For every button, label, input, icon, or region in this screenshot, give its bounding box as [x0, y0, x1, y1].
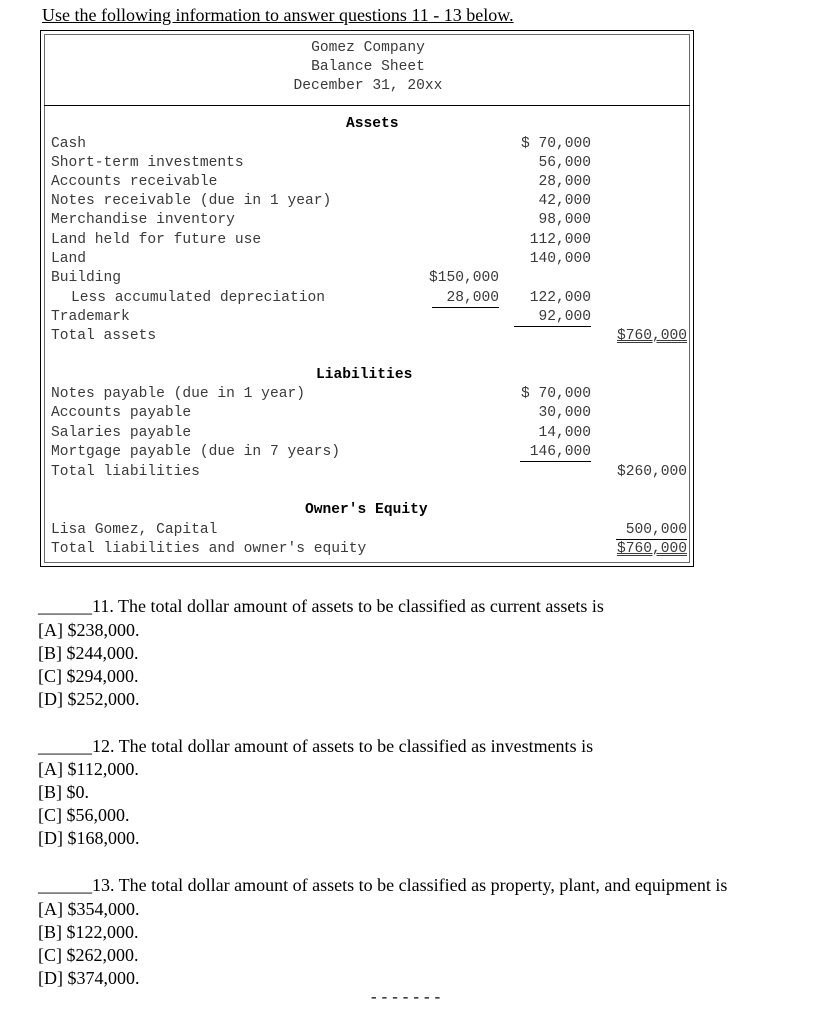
question-11-option-c: [C] $294,000. — [38, 666, 139, 686]
total-liabilities-label: Total liabilities — [51, 464, 200, 480]
total-assets-label: Total assets — [51, 328, 157, 344]
total-le-label: Total liabilities and owner's equity — [51, 541, 367, 557]
question-13-option-c: [C] $262,000. — [38, 945, 139, 965]
question-13: ______13. The total dollar amount of assets to be classified as property, plant, and equipment is — [38, 875, 728, 895]
question-11: ______11. The total dollar amount of assets to be classified as current assets is — [38, 596, 604, 616]
statement-date: December 31, 20xx — [293, 78, 443, 94]
liability-amount: 30,000 — [538, 405, 591, 421]
asset-amount: 98,000 — [538, 212, 591, 228]
question-12-option-d: [D] $168,000. — [38, 828, 140, 848]
asset-amount: 140,000 — [529, 251, 591, 267]
asset-amount: 42,000 — [538, 193, 591, 209]
company-name: Gomez Company — [311, 40, 425, 56]
asset-amount: 112,000 — [529, 232, 591, 248]
question-12-option-c: [C] $56,000. — [38, 805, 130, 825]
footer-separator: ------- — [369, 989, 444, 1007]
trademark-label: Trademark — [51, 309, 130, 325]
question-12-option-a: [A] $112,000. — [38, 759, 139, 779]
capital-label: Lisa Gomez, Capital — [51, 522, 218, 538]
asset-label: Land — [51, 251, 87, 267]
building-label: Building — [51, 270, 122, 286]
balance-sheet — [40, 30, 694, 567]
asset-amount: 56,000 — [538, 155, 591, 171]
liability-label: Notes payable (due in 1 year) — [51, 386, 305, 402]
asset-label: Cash — [51, 136, 87, 152]
liability-amount: $ 70,000 — [520, 386, 591, 402]
asset-amount: 28,000 — [538, 174, 591, 190]
header-divider — [44, 105, 690, 106]
question-11-option-b: [B] $244,000. — [38, 643, 139, 663]
asset-amount: $ 70,000 — [520, 136, 591, 152]
asset-label: Merchandise inventory — [51, 212, 235, 228]
accum-dep-amount: 28,000 — [432, 289, 499, 308]
building-net: 122,000 — [529, 290, 591, 306]
total-le-amount: $760,000 — [616, 541, 687, 557]
trademark-amount: 92,000 — [514, 308, 591, 327]
liabilities-heading: Liabilities — [316, 367, 413, 383]
liability-label: Accounts payable — [51, 405, 192, 421]
total-assets-amount: $760,000 — [616, 328, 687, 344]
equity-heading: Owner's Equity — [305, 502, 428, 518]
assets-heading: Assets — [346, 116, 399, 132]
asset-label: Land held for future use — [51, 232, 262, 248]
question-13-option-d: [D] $374,000. — [38, 968, 140, 988]
liability-label: Mortgage payable (due in 7 years) — [51, 444, 341, 460]
question-11-option-a: [A] $238,000. — [38, 620, 140, 640]
instructions: Use the following information to answer questions 11 - 13 below. — [42, 5, 514, 25]
liability-amount: 14,000 — [538, 425, 591, 441]
capital-amount: 500,000 — [616, 521, 687, 540]
question-13-option-b: [B] $122,000. — [38, 922, 139, 942]
total-liabilities-amount: $260,000 — [616, 464, 687, 480]
asset-label: Short-term investments — [51, 155, 244, 171]
statement-title: Balance Sheet — [311, 59, 425, 75]
asset-label: Accounts receivable — [51, 174, 218, 190]
question-13-option-a: [A] $354,000. — [38, 899, 140, 919]
question-12-option-b: [B] $0. — [38, 782, 89, 802]
question-12: ______12. The total dollar amount of assets to be classified as investments is — [38, 736, 594, 756]
liability-label: Salaries payable — [51, 425, 192, 441]
accum-dep-label: Less accumulated depreciation — [71, 290, 325, 306]
liability-amount: 146,000 — [520, 443, 591, 462]
question-11-option-d: [D] $252,000. — [38, 689, 140, 709]
building-cost: $150,000 — [428, 270, 499, 286]
asset-label: Notes receivable (due in 1 year) — [51, 193, 332, 209]
